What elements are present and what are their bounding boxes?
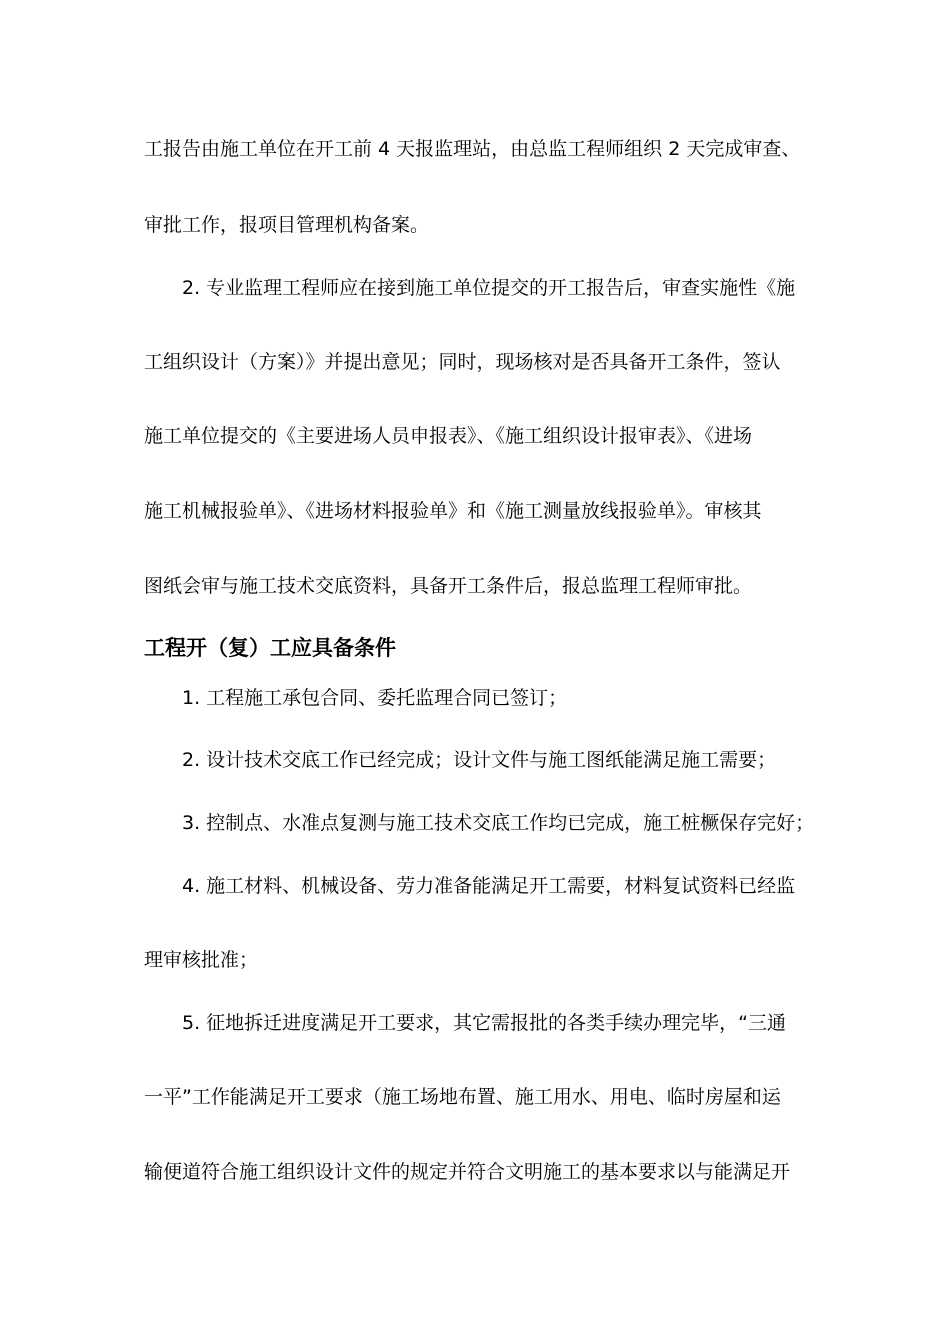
condition-item-5-line-1: 5. 征地拆迁进度满足开工要求，其它需报批的各类手续办理完毕，“三通 <box>182 1012 787 1034</box>
condition-item-5-line-3: 输便道符合施工组织设计文件的规定并符合文明施工的基本要求以与能满足开 <box>144 1161 791 1183</box>
paragraph-2-line-1: 2. 专业监理工程师应在接到施工单位提交的开工报告后，审查实施性《施 <box>182 277 796 299</box>
condition-item-1: 1. 工程施工承包合同、委托监理合同已签订； <box>182 687 568 709</box>
condition-item-2: 2. 设计技术交底工作已经完成；设计文件与施工图纸能满足施工需要； <box>182 749 777 771</box>
paragraph-1-line-2: 审批工作，报项目管理机构备案。 <box>144 214 430 236</box>
condition-item-3: 3. 控制点、水准点复测与施工技术交底工作均已完成，施工桩橛保存完好； <box>182 812 815 834</box>
condition-item-4-line-2: 理审核批准； <box>144 949 259 971</box>
paragraph-2-line-2: 工组织设计（方案）》并提出意见；同时，现场核对是否具备开工条件，签认 <box>144 351 781 373</box>
paragraph-1-line-1: 工报告由施工单位在开工前 4 天报监理站，由总监工程师组织 2 天完成审查、 <box>144 138 801 160</box>
paragraph-2-line-3: 施工单位提交的《主要进场人员申报表》、《施工组织设计报审表》、《进场 <box>144 425 753 447</box>
condition-item-5-line-2: 一平”工作能满足开工要求（施工场地布置、施工用水、用电、临时房屋和运 <box>144 1086 781 1108</box>
paragraph-2-line-4: 施工机械报验单》、《进场材料报验单》和《施工测量放线报验单》。审核其 <box>144 500 762 522</box>
condition-item-4-line-1: 4. 施工材料、机械设备、劳力准备能满足开工需要，材料复试资料已经监 <box>182 875 796 897</box>
section-heading: 工程开（复）工应具备条件 <box>144 636 396 660</box>
paragraph-2-line-5: 图纸会审与施工技术交底资料，具备开工条件后，报总监理工程师审批。 <box>144 575 753 597</box>
